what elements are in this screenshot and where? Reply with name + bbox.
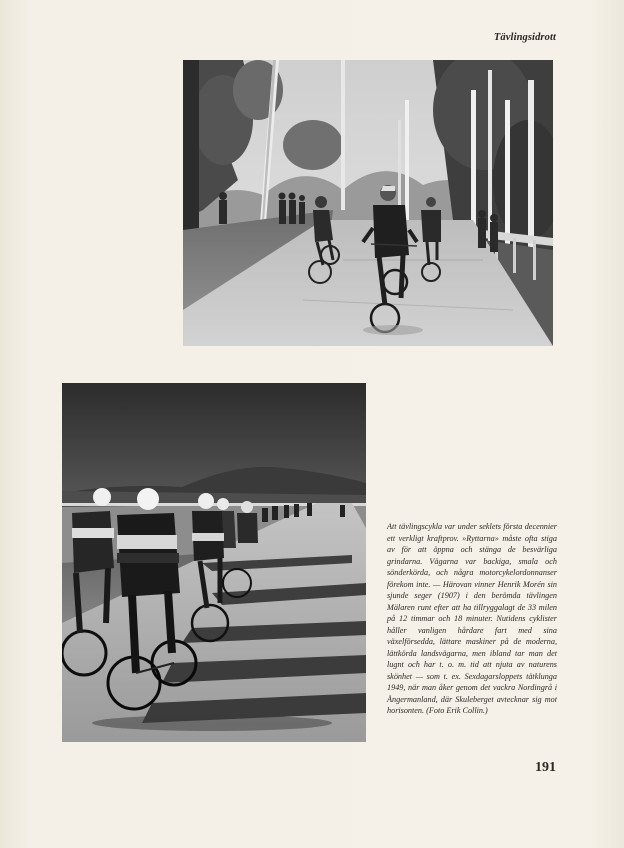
page-number: 191: [535, 760, 556, 775]
cycling-peloton-photo-icon: [62, 383, 366, 742]
cyclists-on-dirt-road-photo-icon: [183, 60, 553, 346]
photo-peloton-road: [62, 383, 366, 742]
photo-cyclists-forest-road: [183, 60, 553, 346]
photo-caption: Att tävlingscykla var under seklets första decennier ett verkligt kraftprov. »Ryttarna» måste ofta stiga av för att öppna och stänga de besvärliga grindarna. Vägarna var backiga, smala och sönderkörda, och några motorcykelordonnanser förekom inte. — Härovan vinner Henrik Morén sin sjunde seger (1907) i den berömda tävlingen Mälaren runt efter att ha tillryggalagt de 33 milen på 12 timmar och 18 minuter. Nutidens cyklister håller vanligen hårdare fart med sina växelförsedda, lättare maskiner på de moderna, lättkörda landsvägarna, men ibland tar man det lugnt och har t. o. m. tid att njuta av naturens skönhet — som t. ex. Sexdagarsloppets tätklunga 1949, när man åker genom det vackra Nordingrå i Ångermanland, där Skuleberget avtecknar sig mot horisonten. (Foto Erik Collin.): [387, 522, 557, 715]
section-title: Tävlingsidrott: [493, 32, 556, 43]
